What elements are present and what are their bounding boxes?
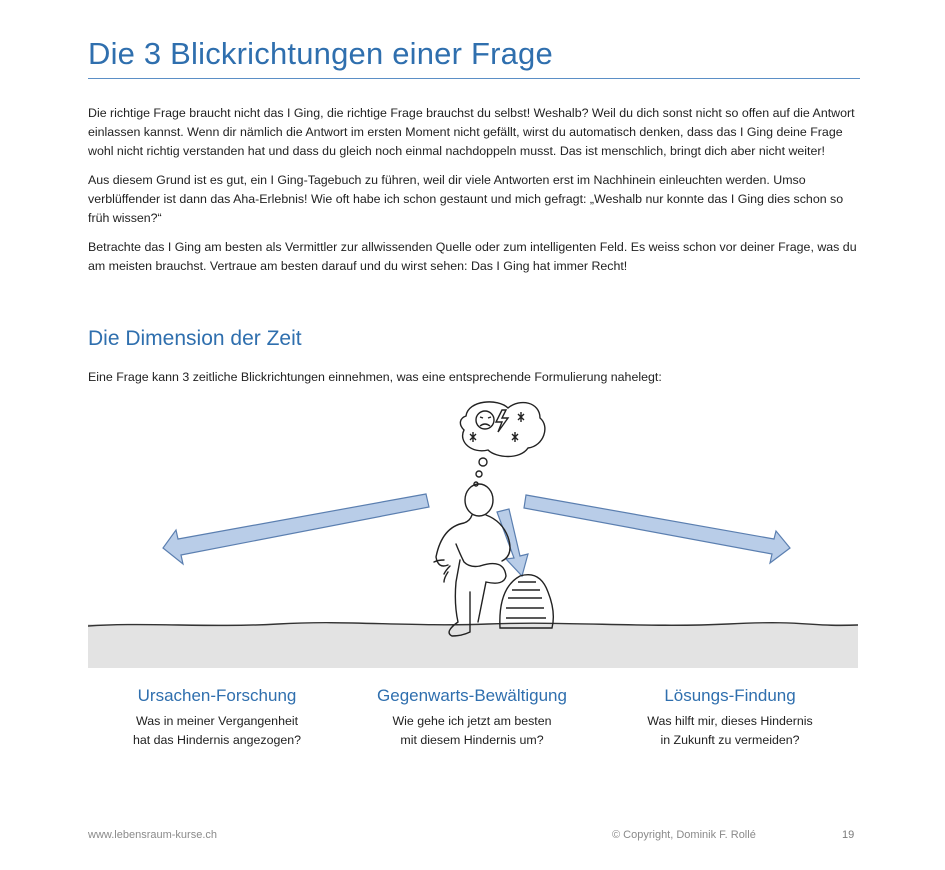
column-future: [600, 684, 860, 750]
intro-paragraph-1: Die richtige Frage braucht nicht das I Ging, die richtige Frage brauchst du selbst! Weshalb? Weil du dich sonst nicht so offen auf die Antwort einlassen kannst. Wenn dir nämlich die Antwort im ersten Moment nicht gefällt, wirst du automatisch denken, dass das I Ging deine Frage wohl nicht richtig verstanden hat und dass du gleich noch einmal nachdoppeln musst. Das ist menschlich, bringt dich aber nicht weiter!: [88, 106, 855, 158]
column-future-text: Was hilft mir, dieses Hindernis in Zukunft zu vermeiden?: [647, 714, 813, 747]
column-present-title: Gegenwarts-Bewältigung: [377, 686, 567, 705]
column-past-text: Was in meiner Vergangenheit hat das Hindernis angezogen?: [132, 714, 302, 747]
intro-paragraph-3: Betrachte das I Ging am besten als Vermittler zur allwissenden Quelle oder zum intelligenten Feld. Es weiss schon vor deiner Frage, was du am meisten brauchst. Vertraue am besten darauf und du wirst sehen: Das I Ging hat immer Recht!: [88, 240, 857, 273]
time-directions-illustration: [88, 396, 858, 668]
page-title: Die 3 Blickrichtungen einer Frage: [88, 36, 860, 79]
ground: [88, 624, 858, 668]
intro-text: [88, 104, 860, 286]
section-heading: Die Dimension der Zeit: [88, 327, 302, 350]
intro-paragraph-2: Aus diesem Grund ist es gut, ein I Ging-Tagebuch zu führen, weil dir viele Antworten erst im Nachhinein einleuchten werden. Umso verblüffender ist dann das Aha-Erlebnis! Wie oft habe ich schon gestaunt und mich gefragt: „Weshalb nur konnte das I Ging dies schon so früh wissen?“: [88, 173, 844, 225]
thought-bubble-icon: [460, 402, 545, 486]
column-future-title: Lösungs-Findung: [664, 686, 796, 705]
column-past: [87, 684, 347, 750]
page-number: 19: [842, 829, 855, 841]
column-past-title: Ursachen-Forschung: [137, 686, 297, 705]
column-present: [342, 684, 602, 750]
section-intro: Eine Frage kann 3 zeitliche Blickrichtungen einnehmen, was eine entsprechende Formulierung nahelegt:: [88, 370, 662, 384]
arrow-left-icon: [163, 494, 429, 564]
arrow-right-icon: [524, 495, 790, 563]
person-icon: [434, 484, 510, 636]
obstacle-rock-icon: [500, 575, 554, 628]
column-present-text: Wie gehe ich jetzt am besten mit diesem Hindernis um?: [392, 714, 552, 747]
footer-copyright: © Copyright, Dominik F. Rollé: [612, 829, 756, 841]
footer-url[interactable]: www.lebensraum-kurse.ch: [88, 829, 217, 841]
